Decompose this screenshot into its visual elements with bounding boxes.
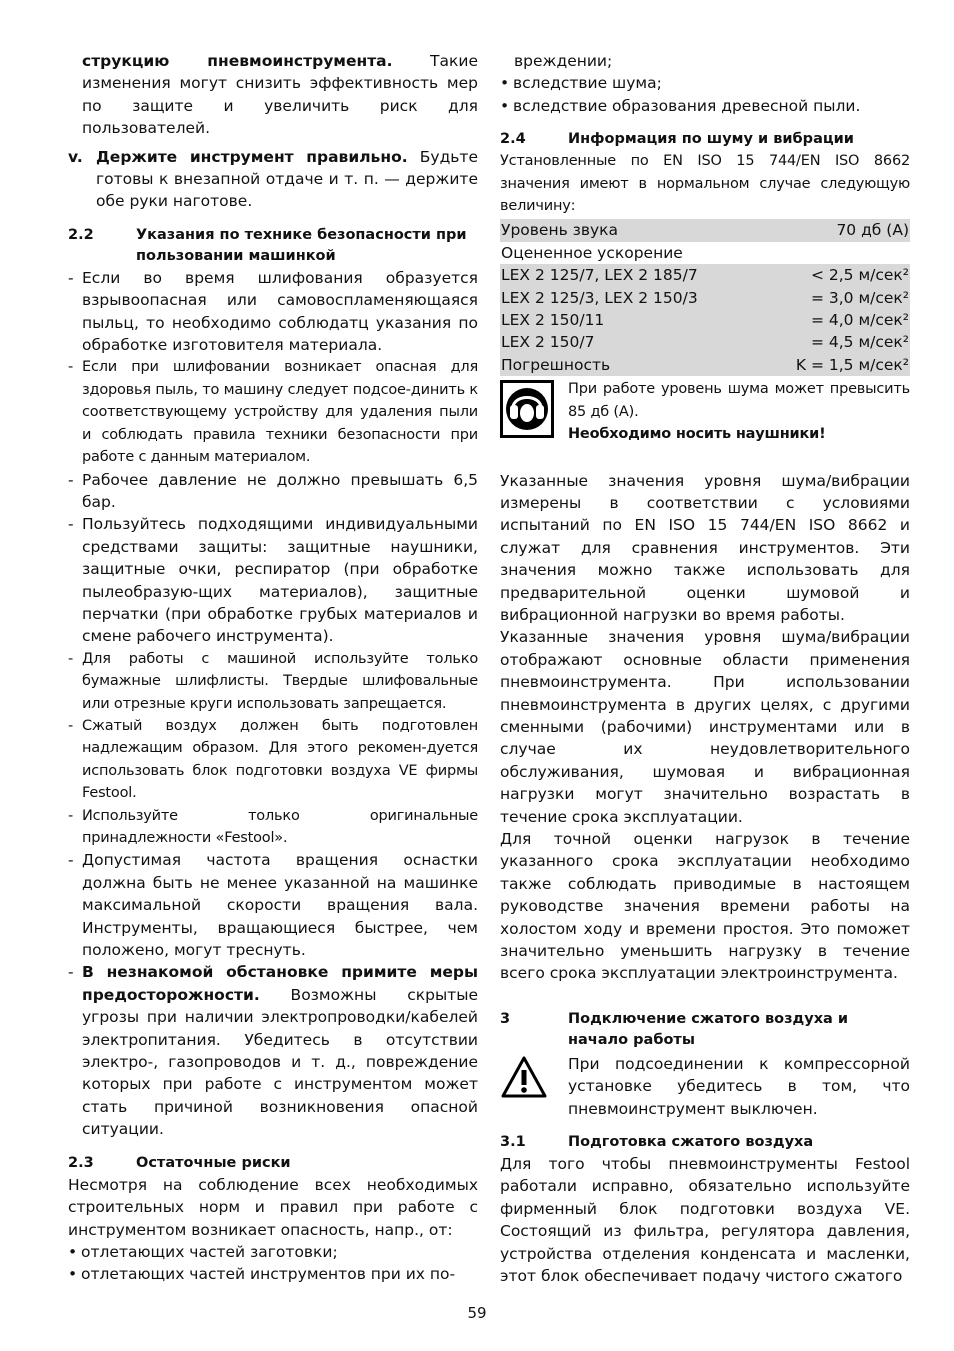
dash-item: - Допустимая частота вращения оснастки должна быть не менее указанной на машинке максимальной скорости вращения вала. Инструменты, вращающиеся быстрее, чем положено, могут треснуть.	[68, 849, 478, 961]
bullet-text: вследствие образования древесной пыли.	[513, 96, 861, 115]
row-label: Оцененное ускорение	[501, 243, 683, 262]
dash-item: - Рабочее давление не должно превышать 6,5 бар.	[68, 469, 478, 514]
section-title: Информация по шуму и вибрации	[568, 131, 854, 148]
paragraph: Указанные значения уровня шума/вибрации отображают основные области применения пневмоинструмента. При использовании пневмоинструмента в других целях, с другими сменными (рабочими) инструментами или в случае их неудовлетворительного обслуживания, шумовая и вибрационная нагрузки могут значительно возрастать в течение срока эксплуатации.	[500, 628, 910, 826]
section-number: 3	[500, 1010, 511, 1027]
section-number: 3.1	[500, 1134, 526, 1151]
bullet-text: отлетающих частей инструментов при их по-	[81, 1265, 456, 1284]
table-row	[500, 287, 910, 309]
dash-item: - Для работы с машиной используйте только бумажные шлифлисты. Твердые шлифовальные или отрезные круги использовать запрещается.	[68, 648, 478, 715]
row-value: 70 дб (A)	[760, 219, 910, 241]
row-label: LEX 2 150/7	[500, 331, 760, 353]
right-column	[500, 50, 910, 1288]
section-3-1-text: Для того чтобы пневмоинструменты Festool работали исправно, обязательно используйте фирменный блок подготовки воздуха VE. Состоящий из фильтра, регулятора давления, устройства отделения конденсата и масленки, этот блок обеспечивает подачу чистого сжатого	[500, 1155, 910, 1286]
section-number: 2.4	[500, 131, 526, 148]
dash-item: - В незнакомой обстановке примите меры предосторожности. Возможны скрытые угрозы при наличии электропроводки/кабелей электропитания. Убедитесь в отсутствии электро-, газопроводов и т. д., повреждение которых при работе с инструментом может стать причиной возникновения опасной ситуации.	[68, 963, 478, 1139]
warning-text: При подсоединении к компрессорной установке убедитесь в том, что пневмоинструмент выключен.	[568, 1054, 910, 1118]
table-row	[500, 354, 910, 376]
section-number: 2.2	[68, 226, 94, 243]
section-title: Подготовка сжатого воздуха	[568, 1134, 814, 1151]
left-column	[68, 50, 478, 1286]
section-title: Остаточные риски	[136, 1154, 291, 1171]
row-label: Уровень звука	[500, 219, 760, 241]
bullet-text: отлетающих частей заготовки;	[81, 1242, 338, 1261]
notice-bold: Необходимо носить наушники!	[568, 426, 826, 443]
warning-triangle-icon	[500, 1055, 548, 1105]
ear-protection-icon	[500, 380, 554, 445]
item-v	[68, 146, 478, 213]
dash-item-text: Возможны скрытые угрозы при наличии электропроводки/кабелей электропитания. Убедитесь в отсутствии электро-, газопроводов и т. д., повреждение которых при работе с инструментом может стать причиной возникновения опасной ситуации.	[82, 985, 478, 1139]
row-value: < 2,5 м/сек²	[760, 264, 910, 286]
item-v-bold: Держите инструмент правильно.	[96, 147, 408, 166]
row-label: LEX 2 150/11	[500, 309, 760, 331]
dash-item-text: Пользуйтесь подходящими индивидуальными средствами защиты: защитные наушники, защитные очки, респиратор (при обработке пылеобразую-щих материалов), защитные перчатки (при обработке грубых материалов и смене рабочего инструмента).	[82, 515, 478, 646]
paragraph: Для точной оценки нагрузок в течение указанного срока эксплуатации необходимо также соблюдать приводимые в настоящем руководстве значения времени работы на холостом ходу и времени простоя. Это поможет значительно уменьшить нагрузку в течение всего срока эксплуатации электроинструмента.	[500, 830, 910, 983]
row-value: K = 1,5 м/сек²	[760, 354, 910, 376]
dash-item: - Если во время шлифования образуется взрывоопасная или самовоспламеняющаяся пыльц, то необходимо соблюдатц указания по обработке изготовителя материала.	[68, 267, 478, 357]
continued-text: вреждении;	[514, 52, 613, 70]
dash-item: - Пользуйтесь подходящими индивидуальными средствами защиты: защитные наушники, защитные очки, респиратор (при обработке пылеобразую-щих материалов), защитные перчатки (при обработке грубых материалов и смене рабочего инструмента).	[68, 513, 478, 647]
paragraph: Указанные значения уровня шума/вибрации измерены в соответствии с условиями испытаний по EN ISO 15 744/EN ISO 8662 и служат для сравнения инструментов. Эти значения можно также использовать для предварительной оценки шумовой и вибрационной нагрузки во время работы.	[500, 471, 910, 624]
section-2-3-text: Несмотря на соблюдение всех необходимых строительных норм и правил при работе с инструментом возникает опасность, напр., от:	[68, 1175, 478, 1239]
table-row	[500, 331, 910, 353]
intro-bold: струкцию пневмоинструмента.	[82, 52, 393, 70]
section-title: Указания по технике безопасности при пользовании машинкой	[136, 226, 467, 264]
section-3-1-heading	[500, 1132, 910, 1153]
section-number: 2.3	[68, 1154, 94, 1171]
section-2-4-intro: Установленные по EN ISO 15 744/EN ISO 8662 значения имеют в нормальном случае следующую величину:	[500, 153, 910, 215]
bullet-item: • отлетающих частей инструментов при их по-	[68, 1265, 456, 1284]
row-value: = 4,5 м/сек²	[760, 331, 910, 353]
table-row	[500, 219, 910, 241]
dash-item-text: Рабочее давление не должно превышать 6,5 бар.	[82, 470, 478, 511]
section-title: Подключение сжатого воздуха и начало работы	[568, 1010, 849, 1048]
dash-item: - Используйте только оригинальные принадлежности «Festool».	[68, 805, 478, 850]
dash-item-text: Сжатый воздух должен быть подготовлен надлежащим образом. Для этого рекомен-дуется использовать блок подготовки воздуха VE фирмы Festool.	[82, 717, 478, 802]
dash-item-text: Если при шлифовании возникает опасная для здоровья пыль, то машину следует подсое-динить к соответствующему устройству для удаления пыли и соблюдать правила техники безопасности при работе с данным материалом.	[82, 359, 478, 466]
page-number: 59	[467, 1304, 487, 1322]
notice-text: При работе уровень шума может превысить 85 дб (A).	[568, 381, 910, 420]
section-3-heading	[500, 1009, 910, 1051]
bullet-item: • вследствие шума;	[500, 74, 662, 93]
section-2-3-heading	[68, 1153, 478, 1174]
row-label: LEX 2 125/7, LEX 2 185/7	[500, 264, 760, 286]
table-row	[500, 309, 910, 331]
dash-item-text: Допустимая частота вращения оснастки должна быть не менее указанной на машинке максимальной скорости вращения вала. Инструменты, вращающиеся быстрее, чем положено, могут треснуть.	[82, 851, 478, 960]
row-label: LEX 2 125/3, LEX 2 150/3	[500, 287, 760, 309]
intro-text: Такие изменения могут снизить эффективность мер по защите и увеличить риск для пользователей.	[82, 52, 478, 138]
dash-item: - Сжатый воздух должен быть подготовлен надлежащим образом. Для этого рекомен-дуется использовать блок подготовки воздуха VE фирмы Festool.	[68, 715, 478, 805]
dash-item-text: Если во время шлифования образуется взрывоопасная или самовоспламеняющаяся пыльц, то необходимо соблюдатц указания по обработке изготовителя материала.	[82, 268, 478, 355]
row-value: = 4,0 м/сек²	[760, 309, 910, 331]
intro-paragraph	[68, 50, 478, 140]
row-value: = 3,0 м/сек²	[760, 287, 910, 309]
noise-vibration-table	[500, 219, 910, 376]
table-row	[500, 242, 910, 264]
dash-item: - Если при шлифовании возникает опасная для здоровья пыль, то машину следует подсое-динить к соответствующему устройству для удаления пыли и соблюдать правила техники безопасности при работе с данным материалом.	[68, 356, 478, 468]
dash-item-bold: В незнакомой обстановке примите меры предосторожности.	[82, 963, 478, 1004]
dash-item-text: Для работы с машиной используйте только бумажные шлифлисты. Твердые шлифовальные или отрезные круги использовать запрещается.	[82, 650, 478, 712]
dash-item-text: Используйте только оригинальные принадлежности «Festool».	[82, 807, 478, 846]
bullet-item: • вследствие образования древесной пыли.	[500, 96, 861, 115]
item-v-text: Будьте готовы к внезапной отдаче и т. п. — держите обе руки наготове.	[96, 147, 478, 211]
row-label: Погрешность	[500, 354, 760, 376]
hearing-protection-notice	[500, 378, 910, 445]
section-2-4-heading	[500, 129, 910, 150]
compressor-warning	[500, 1053, 910, 1120]
item-v-mark: v.	[68, 147, 83, 166]
section-2-2-heading	[68, 225, 478, 267]
bullet-text: вследствие шума;	[513, 74, 662, 93]
row-value	[760, 242, 910, 264]
bullet-item: • отлетающих частей заготовки;	[68, 1242, 338, 1261]
table-row	[500, 264, 910, 286]
